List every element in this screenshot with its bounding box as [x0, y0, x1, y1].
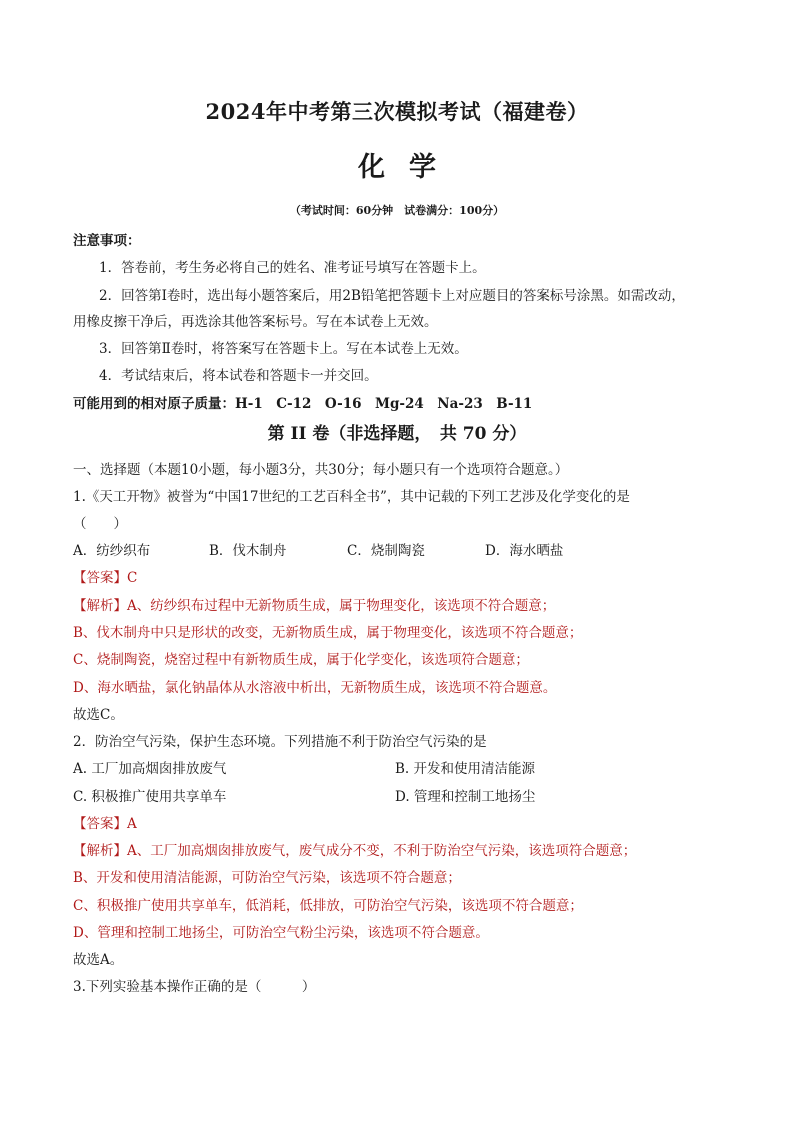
q2-conclusion: 故选A。: [73, 952, 124, 968]
section-title: 第 II 卷（非选择题， 共 70 分）: [267, 424, 527, 444]
q2-analysis-3: C、积极推广使用共享单车，低消耗，低排放，可防治空气污染，该选项不符合题意；: [73, 898, 583, 914]
q1-analysis-4: D、海水晒盐，氯化钠晶体从水溶液中析出，无新物质生成，该选项不符合题意。: [73, 680, 557, 696]
q1-conclusion: 故选C。: [73, 707, 124, 723]
answer-value: C: [127, 570, 138, 586]
q2-answer: [73, 812, 137, 832]
note-item-2-cont: 用橡皮擦干净后，再选涂其他答案标号。写在本试卷上无效。: [73, 314, 438, 330]
q1-stem: 1.《天工开物》被誉为“中国17世纪的工艺百科全书”，其中记载的下列工艺涉及化学变化的是: [73, 489, 630, 505]
answer-label: 【答案】: [73, 570, 127, 586]
q2-option-d: D. 管理和控制工地扬尘: [395, 789, 536, 805]
analysis-label: 【解析】: [73, 843, 127, 859]
q2-stem: 2．防治空气污染，保护生态环境。下列措施不利于防治空气污染的是: [73, 734, 487, 750]
exam-meta: （考试时间：60分钟 试卷满分：100分）: [289, 204, 505, 217]
analysis-label: 【解析】: [73, 598, 127, 614]
note-item-3: 3．回答第Ⅱ卷时，将答案写在答题卡上。写在本试卷上无效。: [99, 341, 468, 357]
q1-analysis-3: C、烧制陶瓷，烧窑过程中有新物质生成，属于化学变化，该选项符合题意；: [73, 652, 529, 668]
exam-title: 2024年中考第三次模拟考试（福建卷）: [205, 99, 589, 124]
q2-analysis-4: D、管理和控制工地扬尘，可防治空气粉尘污染，该选项不符合题意。: [73, 925, 489, 941]
note-item-2: 2．回答第Ⅰ卷时，选出每小题答案后，用2B铅笔把答题卡上对应题目的答案标号涂黑。如需改动，: [99, 288, 685, 304]
q2-option-a: A. 工厂加高烟囱排放废气: [73, 761, 227, 777]
q1-option-d: D．海水晒盐: [485, 543, 564, 559]
q2-option-b: B. 开发和使用清洁能源: [395, 761, 536, 777]
q1-analysis-2: B、伐木制舟中只是形状的改变，无新物质生成，属于物理变化，该选项不符合题意；: [73, 625, 583, 641]
atomic-mass-line: 可能用到的相对原子质量：H-1 C-12 O-16 Mg-24 Na-23 B-11: [73, 396, 533, 412]
q1-option-c: C．烧制陶瓷: [347, 543, 425, 559]
notes-title: 注意事项：: [73, 233, 141, 249]
answer-label: 【答案】: [73, 816, 127, 832]
subject-title: 化学: [358, 152, 460, 183]
q1-answer: [73, 566, 137, 586]
q1-option-b: B．伐木制舟: [209, 543, 287, 559]
analysis-text: A、工厂加高烟囱排放废气，废气成分不变，不利于防治空气污染，该选项符合题意；: [127, 843, 637, 859]
q2-analysis-2: B、开发和使用清洁能源，可防治空气污染，该选项不符合题意；: [73, 870, 461, 886]
q1-bracket: （ ）: [73, 516, 127, 532]
q2-option-c: C. 积极推广使用共享单车: [73, 789, 227, 805]
q2-analysis-1: [73, 839, 636, 859]
analysis-text: A、纺纱织布过程中无新物质生成，属于物理变化，该选项不符合题意；: [127, 598, 556, 614]
note-item-4: 4．考试结束后，将本试卷和答题卡一并交回。: [99, 368, 378, 384]
answer-value: A: [127, 816, 137, 832]
note-item-1: 1．答卷前，考生务必将自己的姓名、准考证号填写在答题卡上。: [99, 260, 486, 276]
q1-analysis-1: [73, 594, 555, 614]
q3-stem: 3.下列实验基本操作正确的是（ ）: [73, 979, 316, 995]
part-one-heading: 一、选择题（本题10小题，每小题3分，共30分；每小题只有一个选项符合题意。）: [73, 462, 569, 478]
q1-option-a: A．纺纱织布: [73, 543, 151, 559]
